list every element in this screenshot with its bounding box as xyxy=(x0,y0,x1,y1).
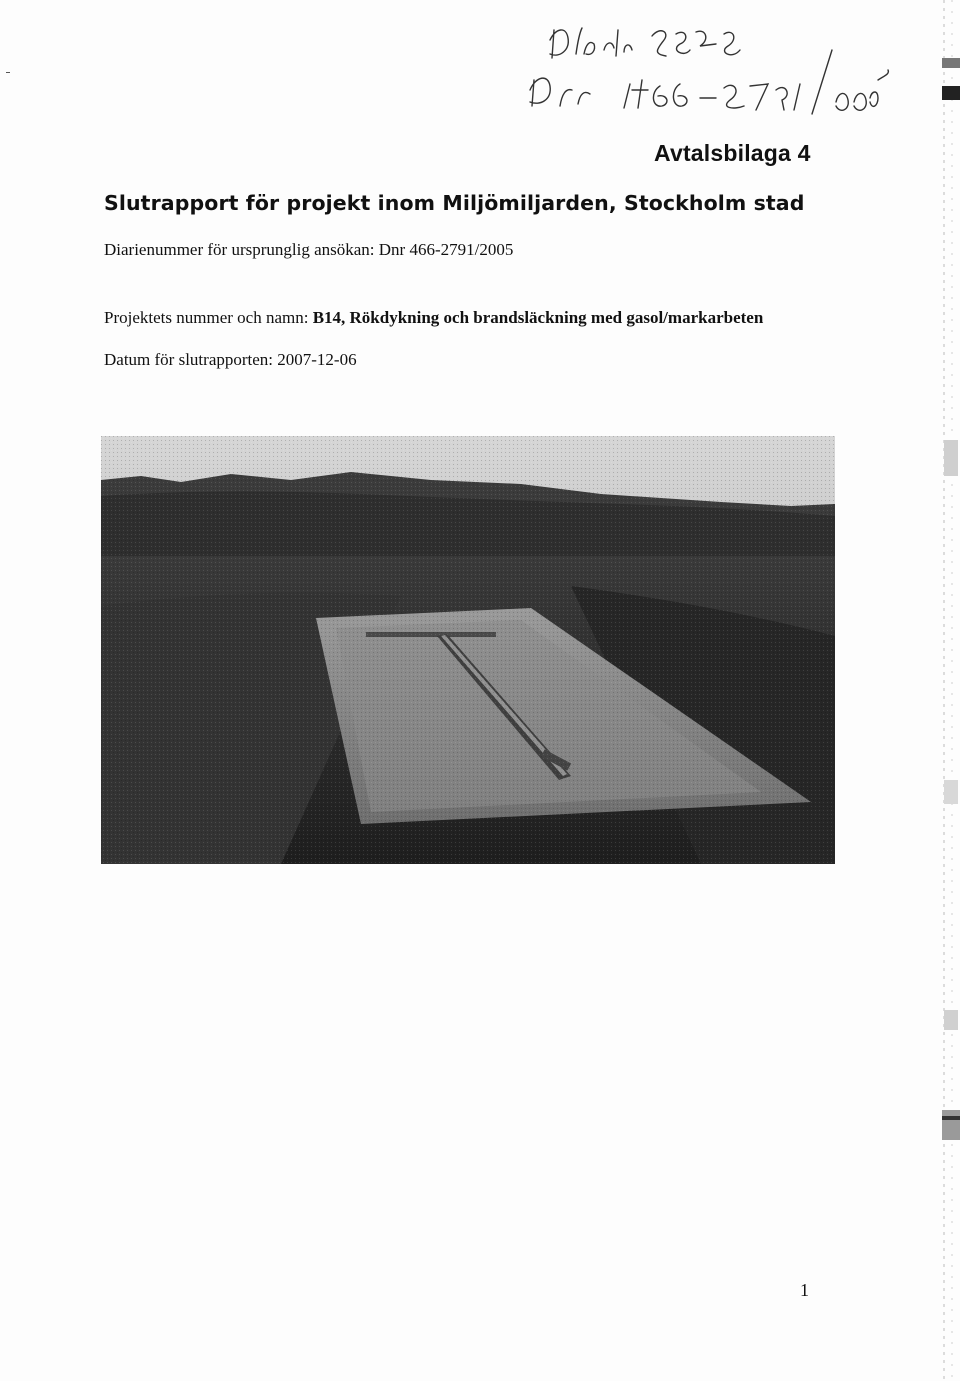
report-date-line: Datum för slutrapporten: 2007-12-06 xyxy=(104,350,357,369)
appendix-label: Avtalsbilaga 4 xyxy=(654,140,811,166)
report-title: Slutrapport för projekt inom Miljömiljarden, Stockholm stad xyxy=(104,191,805,215)
project-line xyxy=(104,308,763,328)
scan-binding-edge xyxy=(938,0,960,1381)
project-name: B14, Rökdykning och brandsläckning med gasol/markarbeten xyxy=(312,308,764,327)
handwritten-registration-note xyxy=(520,10,890,140)
project-label: Projektets nummer och namn: xyxy=(104,308,313,327)
scan-mark xyxy=(6,72,10,73)
project-site-photo xyxy=(101,436,835,864)
page-number: 1 xyxy=(800,1280,809,1300)
registration-number-line: Diarienummer för ursprunglig ansökan: Dnr 466-2791/2005 xyxy=(104,240,514,259)
